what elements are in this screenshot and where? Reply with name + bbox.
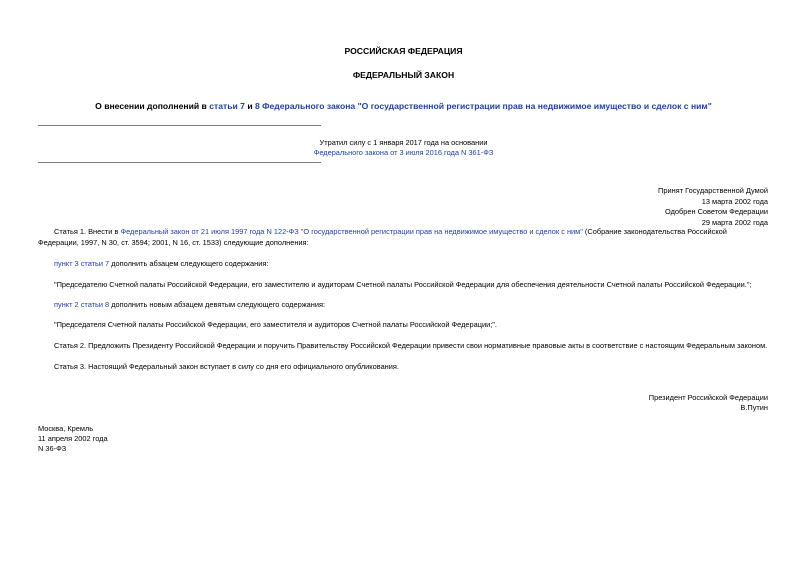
article-8-link[interactable]: 8 xyxy=(255,101,260,111)
signing-date: 11 апреля 2002 года xyxy=(38,434,108,443)
repeal-notice-line1: Утратил силу с 1 января 2017 года на основании xyxy=(319,138,488,147)
item-2-paragraph xyxy=(54,300,325,311)
country-heading: РОССИЙСКАЯ ФЕДЕРАЦИЯ xyxy=(344,46,463,56)
article-1-paragraph xyxy=(38,227,769,248)
article-2-paragraph: Статья 2. Предложить Президенту Российской Федерации и поручить Правительству Российской Федерации привести свои нормативные правовые акты в соответствие с настоящим Федеральным законом. xyxy=(54,341,768,350)
signing-place: Москва, Кремль xyxy=(38,424,94,433)
adoption-council-date: 29 марта 2002 года xyxy=(701,218,768,227)
signature-name: В.Путин xyxy=(740,403,768,412)
item-1-link[interactable]: пункт 3 статьи 7 xyxy=(54,259,110,268)
bottom-divider xyxy=(38,162,321,163)
article-1-prefix: Статья 1. Внести в xyxy=(54,227,121,236)
article-3-paragraph: Статья 3. Настоящий Федеральный закон вступает в силу со дня его официального опубликования. xyxy=(54,362,399,371)
adoption-duma-date: 13 марта 2002 года xyxy=(701,197,768,206)
article-7-link[interactable]: статьи 7 xyxy=(209,101,245,111)
signature-position: Президент Российской Федерации xyxy=(648,393,768,402)
law-number: N 36-ФЗ xyxy=(38,444,67,453)
quote-2: "Председателя Счетной палаты Российской Федерации, его заместителя и аудиторов Счетной палаты Российской Федерации;". xyxy=(54,320,497,329)
law-title-link[interactable]: Федерального закона "О государственной регистрации прав на недвижимое имущество и сделок с ним" xyxy=(259,101,712,111)
doc-type-heading: ФЕДЕРАЛЬНЫЙ ЗАКОН xyxy=(352,70,455,80)
item-2-link[interactable]: пункт 2 статьи 8 xyxy=(54,300,110,309)
item-1-text: дополнить абзацем следующего содержания: xyxy=(109,259,269,268)
adoption-duma: Принят Государственной Думой xyxy=(658,186,768,195)
item-2-text: дополнить новым абзацем девятым следующего содержания: xyxy=(109,300,326,309)
article-1-suffix: (Собрание законодательства Российской Федерации, 1997, N 30, ст. 3594; 2001, N 16, ст. 1533) следующие дополнения: xyxy=(38,227,727,247)
law-title-mid: и xyxy=(244,101,255,111)
adoption-council: Одобрен Советом Федерации xyxy=(665,207,768,216)
law-title-prefix: О внесении дополнений в xyxy=(95,101,210,111)
top-divider xyxy=(38,125,321,126)
law-title xyxy=(0,101,807,112)
federal-law-122-link[interactable]: Федеральный закон от 21 июля 1997 года N 122-ФЗ "О государственной регистрации прав на недвижимое имущество и сделок с ним" xyxy=(120,227,583,236)
repeal-notice-link[interactable]: Федерального закона от 3 июля 2016 года N 361-ФЗ xyxy=(313,148,494,157)
item-1-paragraph xyxy=(54,259,268,270)
quote-1: "Председателю Счетной палаты Российской Федерации, его заместителю и аудиторам Счетной палаты Российской Федерации для обеспечения деятельности Счетной палаты Российской Федерации."; xyxy=(54,280,752,289)
